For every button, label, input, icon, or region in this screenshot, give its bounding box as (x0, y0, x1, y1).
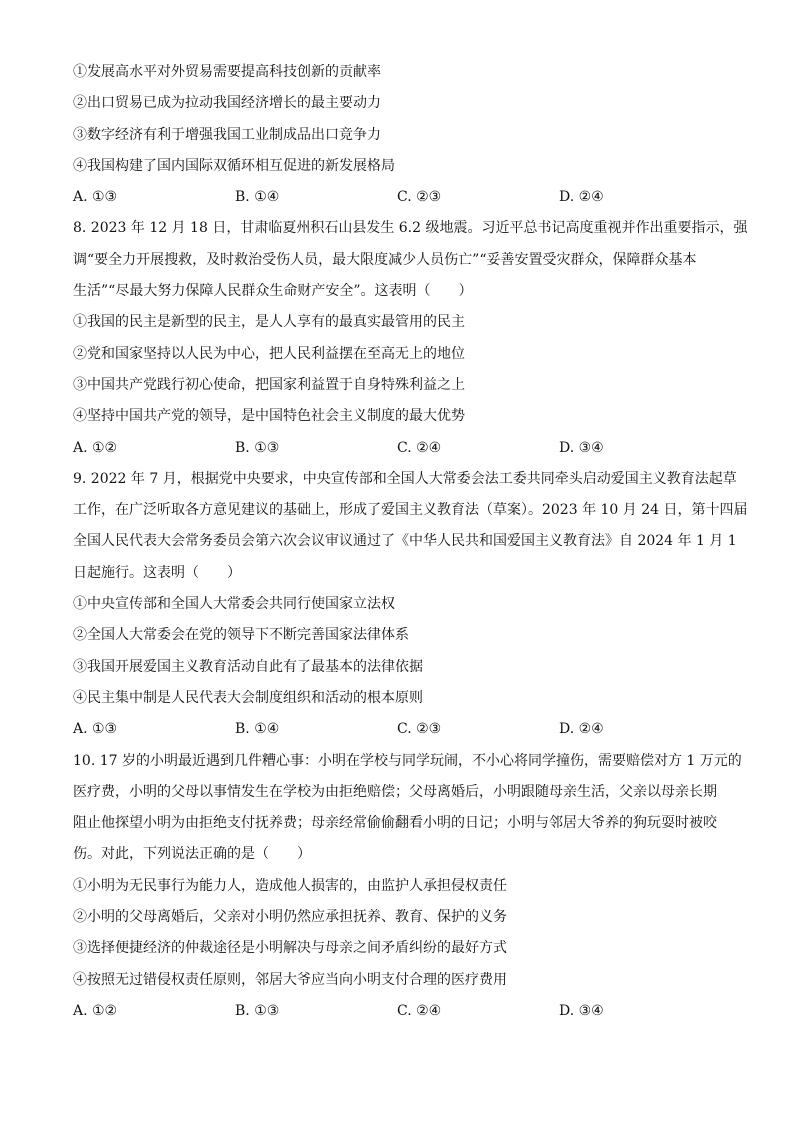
option-d: D. ②④ (559, 189, 604, 206)
question-stem: 伤。对此，下列说法正确的是（ ） (73, 846, 311, 863)
statement: ②党和国家坚持以人民为中心，把人民利益摆在至高无上的地位 (73, 345, 465, 362)
statement: ②全国人大常委会在党的领导下不断完善国家法律体系 (73, 627, 409, 644)
statement: ①我国的民主是新型的民主，是人人享有的最真实最管用的民主 (73, 314, 465, 331)
option-d: D. ②④ (559, 721, 604, 738)
option-a: A. ①② (73, 1002, 118, 1019)
option-a: A. ①③ (73, 721, 118, 738)
question-stem: 医疗费，小明的父母以事情发生在学校为由拒绝赔偿；父母离婚后，小明跟随母亲生活，父亲以母亲长期 (73, 783, 717, 800)
question-9 (73, 469, 748, 751)
option-b: B. ①④ (235, 189, 280, 206)
option-c: C. ②④ (397, 1002, 442, 1019)
question-stem: 10. 17 岁的小明最近遇到几件糟心事：小明在学校与同学玩闹，不小心将同学撞伤，需要赔偿对方 1 万元的 (73, 752, 742, 769)
statement: ④按照无过错侵权责任原则，邻居大爷应当向小明支付合理的医疗费用 (73, 971, 507, 988)
question-stem: 阻止他探望小明为由拒绝支付抚养费；母亲经常偷偷翻看小明的日记；小明与邻居大爷养的狗玩耍时被咬 (73, 815, 717, 832)
question-stem: 调“要全力开展搜救，及时救治受伤人员，最大限度减少人员伤亡”“妥善安置受灾群众，保障群众基本 (73, 251, 697, 268)
statement: ③我国开展爱国主义教育活动自此有了最基本的法律依据 (73, 658, 423, 675)
question-stem: 9. 2022 年 7 月，根据党中央要求，中央宣传部和全国人大常委会法工委共同牵头启动爱国主义教育法起草 (73, 470, 737, 487)
exam-page (73, 62, 748, 1032)
option-b: B. ①③ (235, 439, 280, 456)
statement: ①中央宣传部和全国人大常委会共同行使国家立法权 (73, 596, 395, 613)
question-stem: 日起施行。这表明（ ） (73, 564, 241, 581)
statement: ③选择便捷经济的仲裁途径是小明解决与母亲之间矛盾纠纷的最好方式 (73, 940, 507, 957)
question-stem: 8. 2023 年 12 月 18 日，甘肃临夏州积石山县发生 6.2 级地震。习近平总书记高度重视并作出重要指示，强 (73, 220, 748, 237)
answer-options (73, 187, 733, 218)
statement: ①小明为无民事行为能力人，造成他人损害的，由监护人承担侵权责任 (73, 877, 507, 894)
option-c: C. ②③ (397, 189, 442, 206)
question-stem: 工作，在广泛听取各方意见建议的基础上，形成了爱国主义教育法（草案）。2023 年 10 月 24 日，第十四届 (73, 502, 748, 519)
option-c: C. ②④ (397, 439, 442, 456)
question-8 (73, 218, 748, 468)
answer-options (73, 438, 733, 469)
statement: ③数字经济有利于增强我国工业制成品出口竞争力 (73, 126, 381, 143)
option-a: A. ①③ (73, 189, 118, 206)
question-stem: 全国人民代表大会常务委员会第六次会议审议通过了《中华人民共和国爱国主义教育法》自 2024 年 1 月 1 (73, 533, 737, 550)
option-c: C. ②③ (397, 721, 442, 738)
question-stem: 生活”“尽最大努力保障人民群众生命财产安全”。这表明（ ） (73, 283, 473, 300)
question-7 (73, 62, 733, 218)
option-b: B. ①④ (235, 721, 280, 738)
answer-options (73, 1001, 733, 1032)
statement: ②小明的父母离婚后，父亲对小明仍然应承担抚养、教育、保护的义务 (73, 909, 507, 926)
statement: ④我国构建了国内国际双循环相互促进的新发展格局 (73, 157, 395, 174)
statement: ④坚持中国共产党的领导，是中国特色社会主义制度的最大优势 (73, 408, 465, 425)
statement: ①发展高水平对外贸易需要提高科技创新的贡献率 (73, 64, 381, 80)
answer-options (73, 719, 733, 750)
option-a: A. ①② (73, 439, 118, 456)
statement: ③中国共产党践行初心使命，把国家利益置于自身特殊利益之上 (73, 376, 465, 393)
option-b: B. ①③ (235, 1002, 280, 1019)
statement: ④民主集中制是人民代表大会制度组织和活动的根本原则 (73, 689, 423, 706)
option-d: D. ③④ (559, 1002, 604, 1019)
question-10 (73, 751, 742, 1033)
option-d: D. ③④ (559, 439, 604, 456)
statement: ②出口贸易已成为拉动我国经济增长的最主要动力 (73, 95, 381, 112)
